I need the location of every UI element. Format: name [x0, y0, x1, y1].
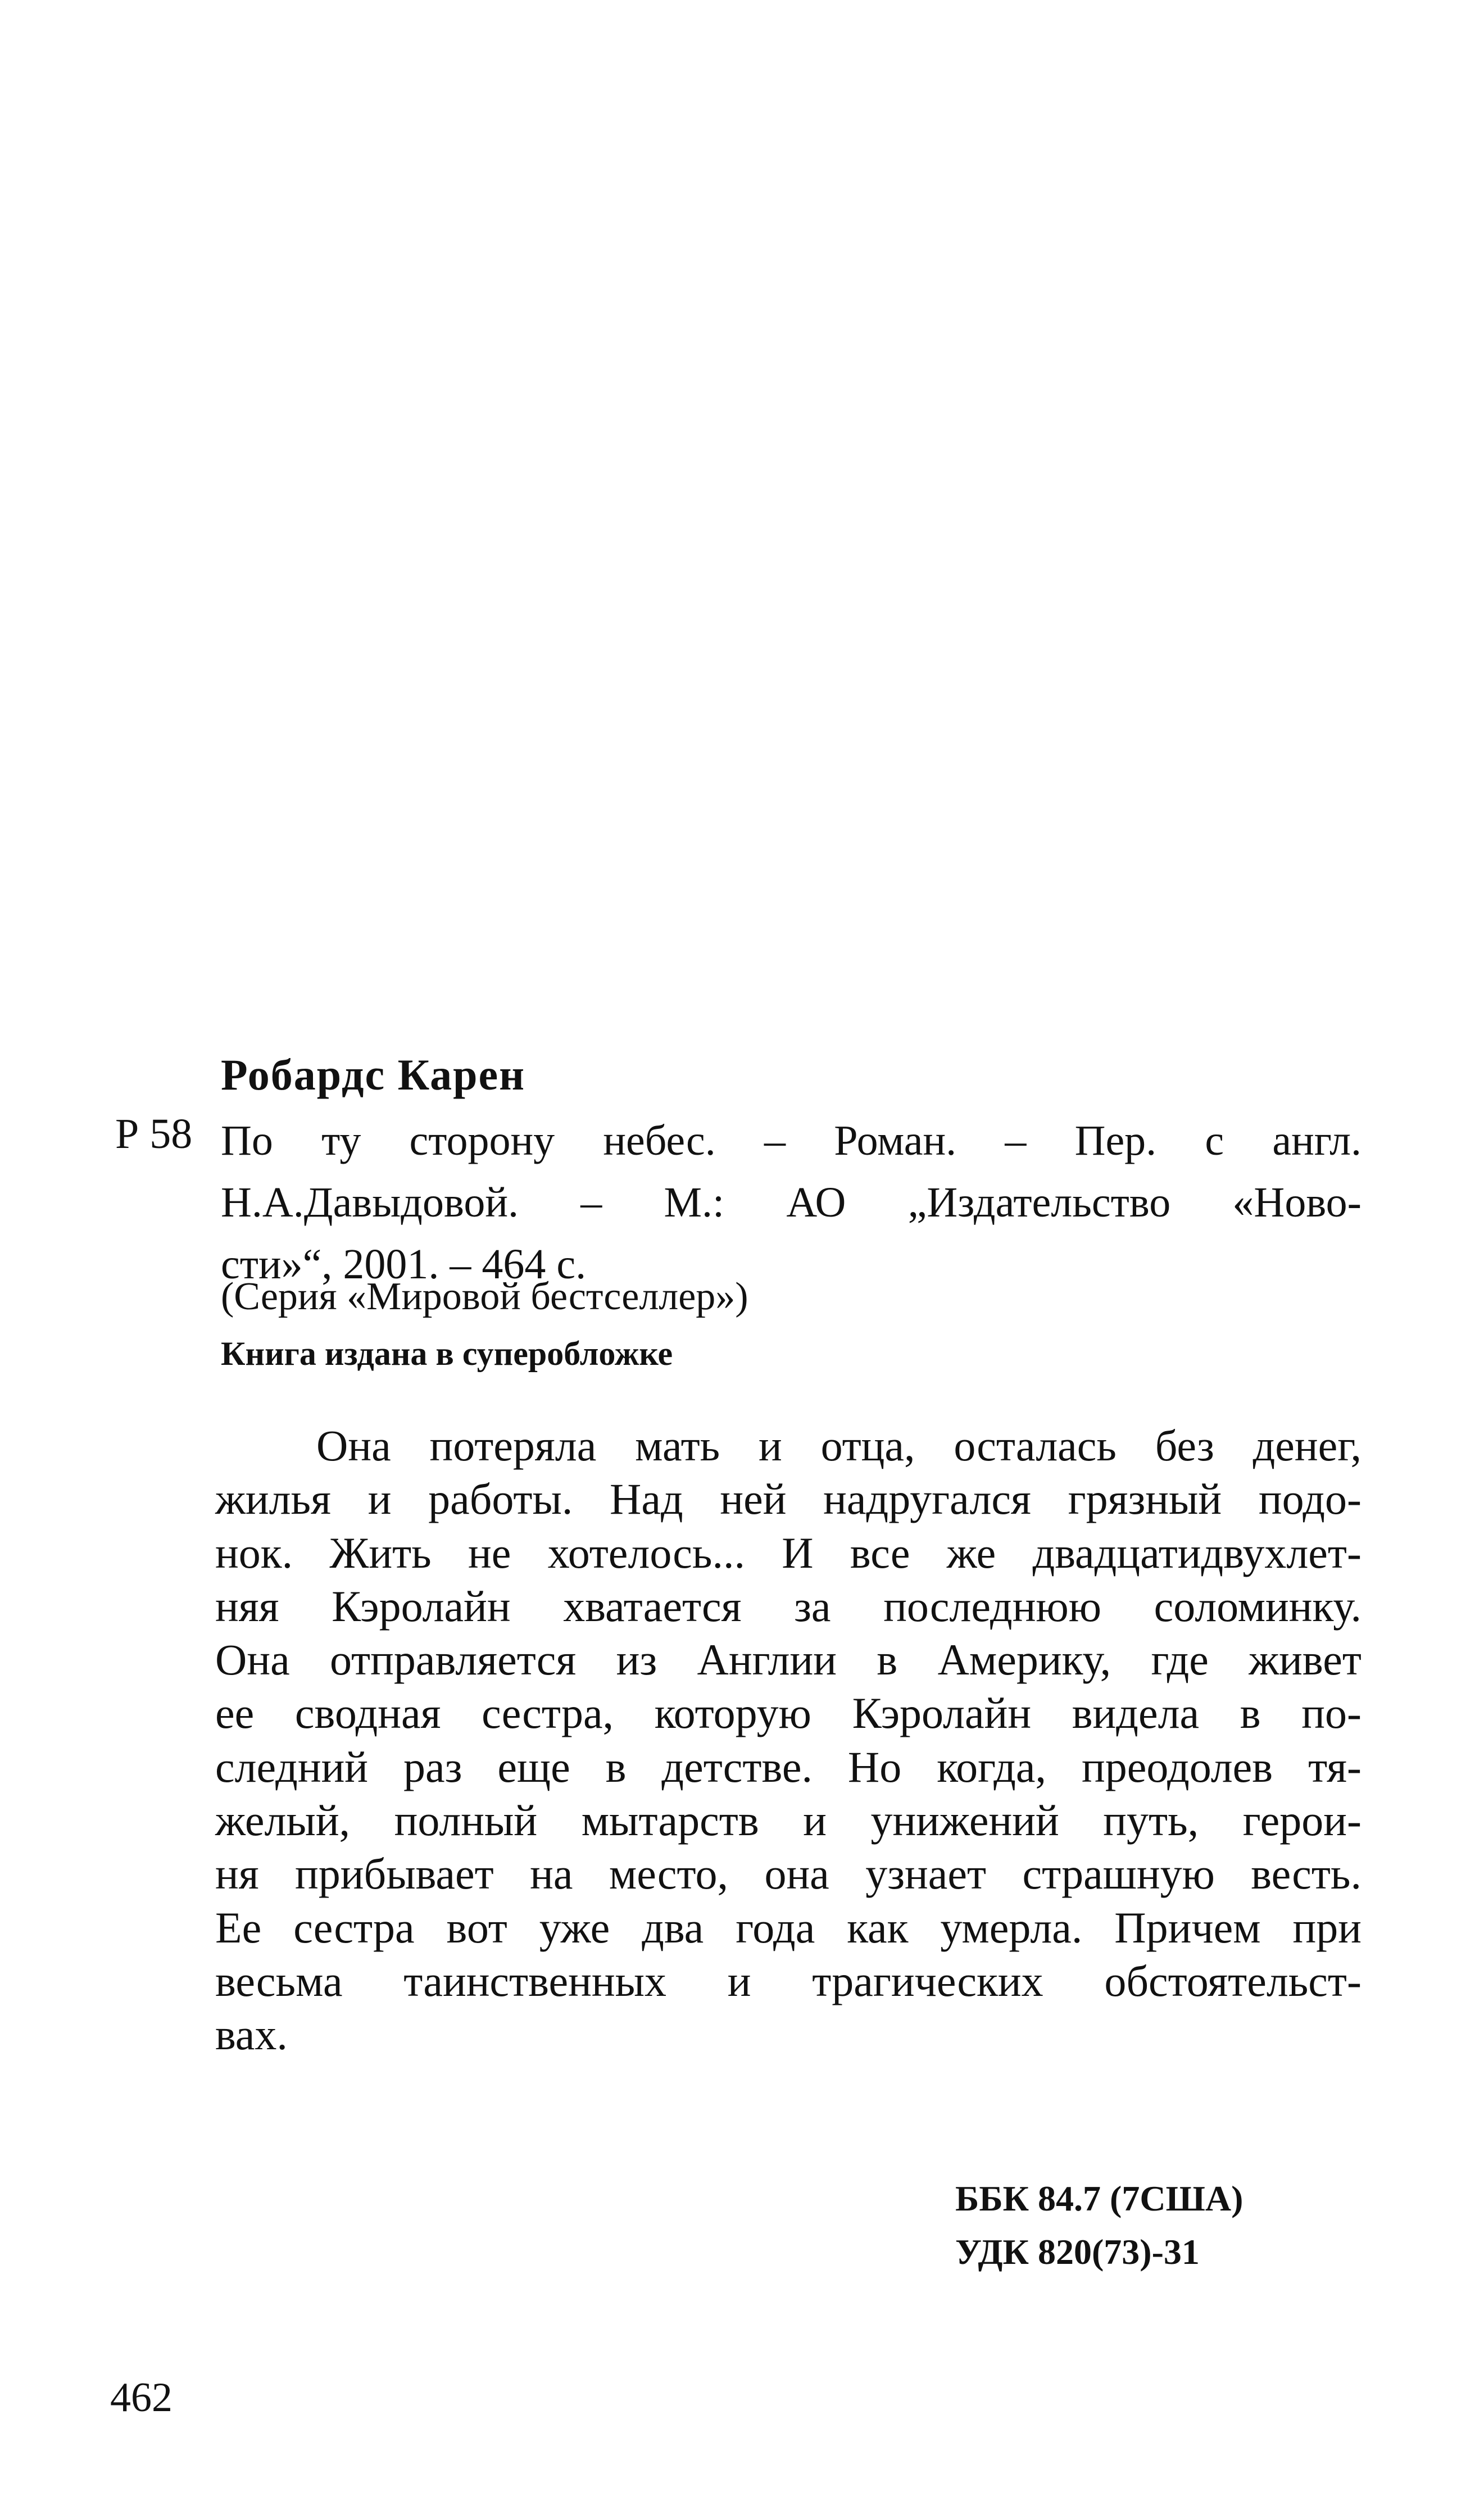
annotation-line: желый, полный мытарств и унижений путь, герои-: [215, 1796, 1362, 1845]
page-number: 462: [110, 2375, 173, 2421]
annotation-line: жилья и работы. Над ней надругался грязный подо-: [215, 1474, 1362, 1524]
annotation-line: Она потеряла мать и отца, осталась без денег,: [316, 1421, 1362, 1470]
bib-line: По ту сторону небес. – Роман. – Пер. с англ.: [221, 1117, 1362, 1164]
annotation-paragraph: [215, 1419, 1362, 2062]
bib-line: Н.А.Давыдовой. – М.: АО „Издательство «Ново-: [221, 1179, 1362, 1226]
annotation-line: няя Кэролайн хватается за последнюю соломинку.: [215, 1581, 1362, 1631]
bbk-code: ББК 84.7 (7США): [955, 2178, 1244, 2218]
annotation-line: ее сводная сестра, которую Кэролайн видела в по-: [215, 1689, 1362, 1738]
annotation-line: вах.: [215, 2010, 288, 2059]
annotation-line: весьма таинственных и трагических обстоятельст-: [215, 1956, 1362, 2005]
annotation-line: нок. Жить не хотелось... И все же двадцатидвухлет-: [215, 1528, 1362, 1577]
annotation-line: следний раз еще в детстве. Но когда, преодолев тя-: [215, 1742, 1362, 1791]
bib-line: сти»“, 2001. – 464 с.: [221, 1241, 587, 1288]
classification-codes: [955, 2172, 1243, 2278]
author-name: Робардс Карен: [221, 1050, 526, 1099]
annotation-line: Ее сестра вот уже два года как умерла. Причем при: [215, 1903, 1362, 1952]
bibliographic-record: [221, 1110, 1362, 1295]
annotation-line: ня прибывает на место, она узнает страшную весть.: [215, 1849, 1362, 1899]
binding-note: Книга издана в суперобложке: [221, 1335, 673, 1372]
series-title: (Серия «Мировой бестселлер»): [221, 1275, 748, 1318]
annotation-line: Она отправляется из Англии в Америку, где живет: [215, 1635, 1362, 1685]
udk-code: УДК 820(73)-31: [955, 2232, 1200, 2272]
catalog-code: Р 58: [115, 1110, 193, 1158]
